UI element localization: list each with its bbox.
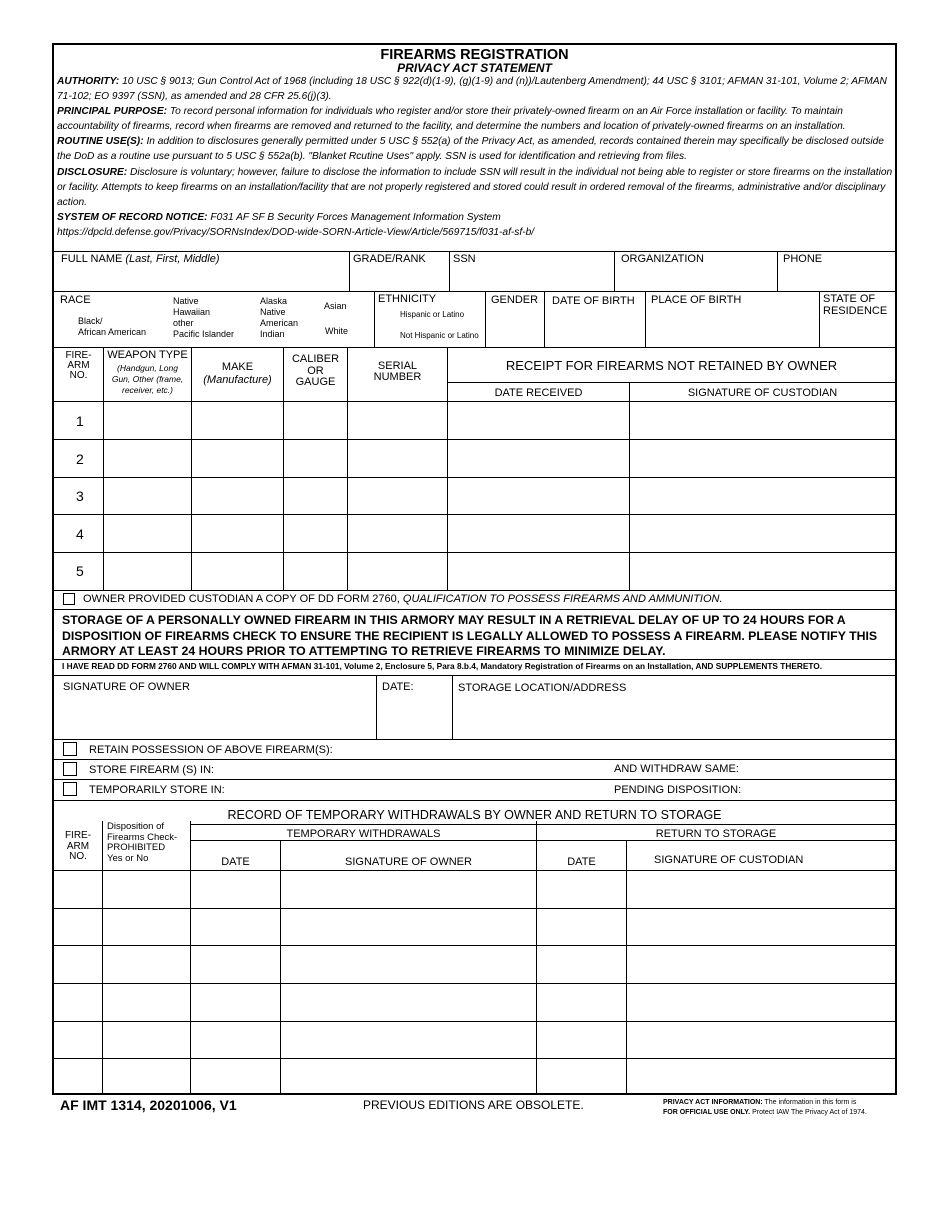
race-black-2[interactable]: African American (78, 327, 147, 337)
ethnicity-label: ETHNICITY (378, 293, 437, 305)
state-of-residence-label: STATE OF RESIDENCE (823, 293, 888, 317)
gender-field[interactable] (486, 307, 543, 345)
race-white[interactable]: White (325, 326, 349, 336)
withdraw-col-firearm-no: FIRE- ARM NO. (64, 830, 92, 862)
withdraw-col-signature-owner: SIGNATURE OF OWNER (345, 856, 472, 868)
race-alaska-native[interactable]: Alaska Native American Indian (260, 296, 299, 339)
date-label: DATE: (382, 681, 414, 693)
retain-checkbox[interactable] (63, 742, 77, 756)
receipt-title: RECEIPT FOR FIREARMS NOT RETAINED BY OWNER (505, 358, 838, 373)
purpose-text: To record personal information for individuals who register and/or store their privately-owned firearm on an Air Force installation or facility. To maintain accountability of firearms, record when firearms are removed and returned to the facility, and determine the numbers and location of privately-owned firearms on an installation. (57, 106, 846, 133)
full-name-field[interactable] (56, 267, 347, 289)
acknowledgement-text: I HAVE READ DD FORM 2760 AND WILL COMPLY WITH AFMAN 31-101, Volume 2, Enclosure 5, Para 8.b.4, Mandatory Registration of Firearms on an Installation, AND SUPPLEMENTS THERETO. (62, 661, 823, 671)
store-checkbox[interactable] (63, 762, 77, 776)
col-weapon-type-hint: (Handgun, Long Gun, Other (frame, receiver, etc.) (111, 363, 184, 395)
return-to-storage-header: RETURN TO STORAGE (655, 828, 777, 840)
return-col-signature-custodian: SIGNATURE OF CUSTODIAN (654, 854, 804, 866)
sorn-label: SYSTEM OF RECORD NOTICE: (57, 211, 208, 223)
withdraw-col-date: DATE (221, 856, 250, 868)
owner-signature-label: SIGNATURE OF OWNER (63, 681, 190, 693)
col-serial-number: SERIAL NUMBER (373, 360, 422, 383)
col-date-received: DATE RECEIVED (494, 387, 583, 399)
sorn-url[interactable]: https://dpcld.defense.gov/Privacy/SORNsIndex/DOD-wide-SORN-Article-View/Article/569715/f031-af-sf-b/ (57, 226, 535, 238)
privacy-act-information: PRIVACY ACT INFORMATION: The information in this form is FOR OFFICIAL USE ONLY. Protect IAW The Privacy Act of 1974. (663, 1099, 867, 1116)
col-make-hint: (Manufacture) (203, 374, 272, 386)
firearms-registration-form (52, 43, 897, 1095)
withdrawals-title: RECORD OF TEMPORARY WITHDRAWALS BY OWNER AND RETURN TO STORAGE (227, 808, 722, 822)
date-field[interactable] (378, 697, 450, 737)
phone-label: PHONE (783, 253, 823, 265)
col-make: MAKE (221, 361, 254, 373)
pending-label: PENDING DISPOSITION: (614, 784, 742, 796)
firearm-row-number: 1 (76, 413, 84, 429)
grade-rank-field[interactable] (351, 267, 447, 289)
race-asian[interactable]: Asian (324, 301, 347, 311)
col-signature-custodian: SIGNATURE OF CUSTODIAN (687, 387, 838, 399)
purpose-label: PRINCIPAL PURPOSE: (57, 106, 168, 118)
disclosure-text: Disclosure is voluntary; however, failure to disclose the information to include SSN will result in the individual not being able to register or store firearms on the installation or facility. Attempts to keep firearms on an installation/facility that are not properly registered and stored could result in ordered removal of the firearms, administrative and/or disciplinary action. (57, 166, 893, 208)
routine-label: ROUTINE USE(S): (57, 136, 144, 148)
dob-field[interactable] (546, 309, 644, 345)
store-label: STORE FIREARM (S) IN: (89, 764, 215, 776)
storage-location-field[interactable] (454, 697, 893, 737)
sorn-text: F031 AF SF B Security Forces Management Information System (210, 211, 501, 223)
race-black-1[interactable]: Black/ (78, 316, 103, 326)
firearm-entry-cells[interactable] (104, 402, 894, 589)
return-col-date: DATE (567, 856, 596, 868)
form-id: AF IMT 1314, 20201006, V1 (60, 1097, 237, 1113)
storage-warning: STORAGE OF A PERSONALLY OWNED FIREARM IN THIS ARMORY MAY RESULT IN A RETRIEVAL DELAY OF UP TO 24 HOURS FOR A DISPOSITION OF FIREARMS CHECK TO ENSURE THE RECIPIENT IS LEGALLY ALLOWED TO POSSESS A FIREARM. PLEASE NOTIFY THIS ARMORY AT LEAST 24 HOURS PRIOR TO ATTEMPTING TO RETRIEVE FIREARMS TO MINIMIZE DELAY. (62, 613, 878, 658)
ssn-field[interactable] (451, 267, 612, 289)
col-firearm-no: FIRE- ARM NO. (65, 350, 92, 381)
temp-withdrawals-header: TEMPORARY WITHDRAWALS (286, 828, 441, 840)
firearm-row-number: 5 (76, 563, 84, 579)
race-native-hawaiian[interactable]: Native Hawaiian other Pacific Islander (173, 296, 235, 339)
pob-field[interactable] (647, 309, 817, 345)
col-caliber: CALIBER OR GAUGE (291, 353, 340, 388)
obsolete-notice: PREVIOUS EDITIONS ARE OBSOLETE. (363, 1098, 584, 1112)
temp-store-checkbox[interactable] (63, 782, 77, 796)
owner-signature-field[interactable] (56, 697, 374, 737)
organization-field[interactable] (616, 267, 775, 289)
race-label: RACE (60, 294, 91, 306)
storage-location-label: STORAGE LOCATION/ADDRESS (458, 682, 627, 694)
ethnicity-not-hispanic[interactable]: Not Hispanic or Latino (400, 331, 479, 340)
disclosure-label: DISCLOSURE: (57, 166, 128, 178)
privacy-act-title: PRIVACY ACT STATEMENT (397, 61, 552, 75)
gender-label: GENDER (491, 294, 539, 306)
phone-field[interactable] (779, 267, 893, 289)
ssn-label: SSN (453, 253, 476, 265)
authority-text: 10 USC § 9013; Gun Control Act of 1968 (including 18 USC § 922(d)(1-9), (g)(1-9) and (n))/Lautenberg Amendment); 44 USC § 3101; AFMAN 31-101, Volume 2; AFMAN 71-102; EO 9397 (SSN), as amended and 28 CFR 25.6(j)(3). (57, 76, 887, 103)
organization-label: ORGANIZATION (621, 253, 704, 265)
routine-text: In addition to disclosures generally permitted under 5 USC § 552(a) of the Privacy Act, as amended, records contained therein may specifically be disclosed outside the DoD as a routine use pursuant to 5 USC § 552a(b). "Blanket Rcutine Uses" apply. SSN is used for identification and retrieving from files. (57, 136, 884, 163)
firearm-row-number: 4 (76, 526, 84, 542)
owner-copy-checkbox[interactable] (63, 593, 75, 605)
firearm-row-number: 3 (76, 488, 84, 504)
form-title: FIREARMS REGISTRATION (380, 47, 569, 63)
ethnicity-hispanic[interactable]: Hispanic or Latino (400, 310, 465, 319)
withdraw-label: AND WITHDRAW SAME: (614, 763, 739, 775)
owner-copy-text: OWNER PROVIDED CUSTODIAN A COPY OF DD FORM 2760, QUALIFICATION TO POSSESS FIREARMS AND AMMUNITION. (83, 593, 723, 605)
withdrawal-entry-cells[interactable] (55, 871, 894, 1093)
authority-label: AUTHORITY: (57, 76, 120, 87)
retain-label: RETAIN POSSESSION OF ABOVE FIREARM(S): (89, 744, 333, 756)
dob-label: DATE OF BIRTH (552, 295, 635, 307)
grade-rank-label: GRADE/RANK (353, 253, 426, 265)
firearm-row-number: 2 (76, 451, 84, 467)
privacy-act-statement (57, 74, 897, 240)
withdraw-col-disposition: Disposition of Firearms Check- PROHIBITED Yes or No (107, 821, 178, 864)
full-name-label: FULL NAME (Last, First, Middle) (61, 253, 220, 265)
temp-store-label: TEMPORARILY STORE IN: (89, 784, 225, 796)
col-weapon-type: WEAPON TYPE (107, 349, 188, 361)
pob-label: PLACE OF BIRTH (651, 294, 742, 306)
